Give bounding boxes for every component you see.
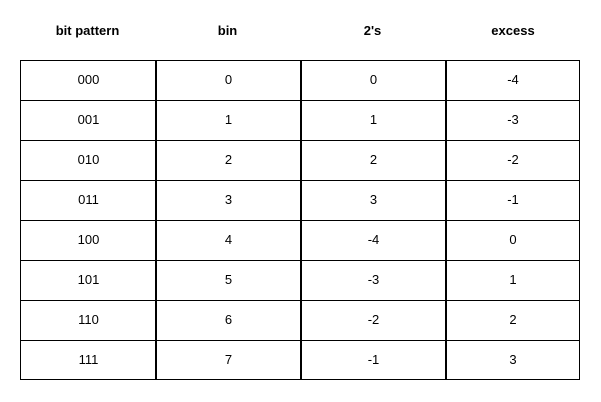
value-table: [20, 60, 580, 380]
cell-excess: 3: [509, 352, 517, 367]
table-row: [21, 260, 579, 300]
cell-excess: -3: [507, 112, 519, 127]
row-divider: [21, 100, 579, 101]
cell-twos-complement: 3: [369, 192, 378, 207]
row-divider: [21, 180, 579, 181]
cell-bin: 0: [224, 72, 233, 87]
cell-excess: 2: [509, 312, 517, 327]
cell-bit-pattern: 010: [77, 152, 100, 167]
row-divider: [21, 260, 579, 261]
cell-twos-complement: 1: [369, 112, 378, 127]
cell-excess: -4: [507, 72, 519, 87]
cell-bit-pattern: 100: [77, 232, 100, 247]
cell-bit-pattern: 111: [78, 352, 99, 367]
header-bit-pattern: bit pattern: [55, 23, 120, 38]
cell-bit-pattern: 001: [77, 112, 100, 127]
cell-bin: 2: [224, 152, 233, 167]
cell-bin: 6: [224, 312, 233, 327]
cell-twos-complement: -1: [367, 352, 380, 367]
header-twos-complement: 2's: [363, 23, 382, 38]
row-divider: [21, 340, 579, 341]
row-divider: [21, 300, 579, 301]
cell-bit-pattern: 011: [78, 192, 99, 207]
cell-twos-complement: 0: [369, 72, 378, 87]
header-bin: bin: [217, 23, 238, 38]
table-row: [21, 180, 579, 220]
cell-bin: 5: [224, 272, 233, 287]
cell-excess: -2: [507, 152, 519, 167]
header-excess: excess: [491, 23, 535, 38]
cell-bin: 1: [224, 112, 233, 127]
cell-bit-pattern: 101: [77, 272, 100, 287]
cell-twos-complement: -4: [367, 232, 380, 247]
table-row: [21, 60, 579, 100]
cell-excess: 0: [509, 232, 517, 247]
cell-bin: 7: [224, 352, 233, 367]
table-row: [21, 340, 579, 380]
cell-excess: -1: [507, 192, 519, 207]
cell-bin: 4: [224, 232, 233, 247]
table-row: [21, 140, 579, 180]
cell-twos-complement: 2: [369, 152, 378, 167]
row-divider: [21, 220, 579, 221]
cell-bin: 3: [224, 192, 233, 207]
table-row: [21, 100, 579, 140]
cell-bit-pattern: 110: [78, 312, 99, 327]
row-divider: [21, 140, 579, 141]
table-row: [21, 300, 579, 340]
cell-twos-complement: -3: [367, 272, 380, 287]
cell-bit-pattern: 000: [77, 72, 100, 87]
cell-excess: 1: [509, 272, 517, 287]
table-header: [20, 22, 581, 40]
cell-twos-complement: -2: [367, 312, 380, 327]
table-row: [21, 220, 579, 260]
